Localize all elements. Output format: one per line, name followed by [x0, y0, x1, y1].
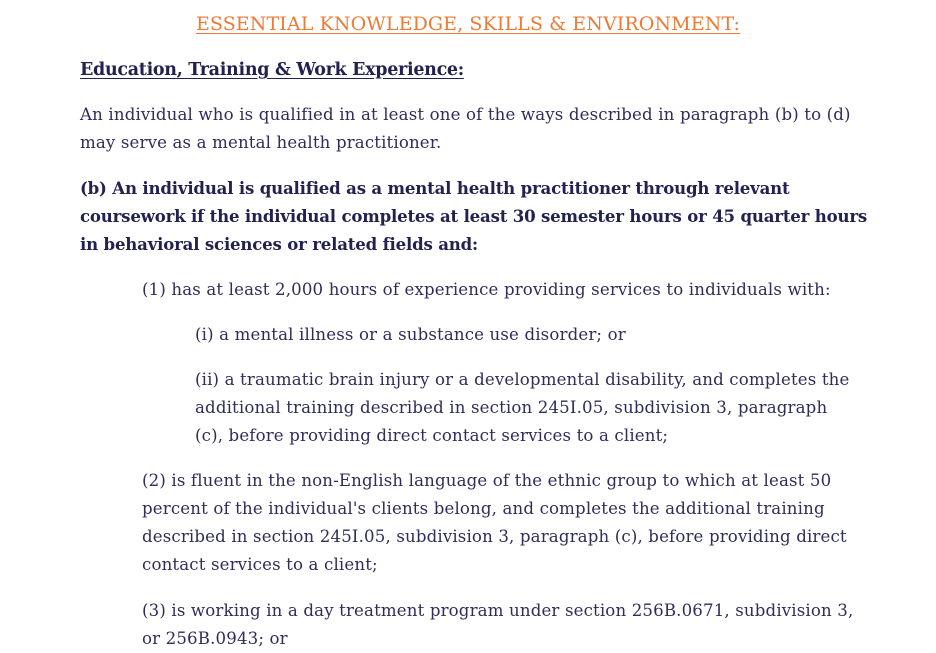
clause-b3: (3) is working in a day treatment program under section 256B.0671, subdivision 3, or 256B.0943; or	[142, 601, 854, 648]
clause-b1-i: (i) a mental illness or a substance use disorder; or	[195, 325, 626, 344]
clause-b2: (2) is fluent in the non-English language of the ethnic group to which at least 50 percent of the individual's clients belong, and completes the additional training described in section 245I.05, subdivision 3, paragraph (c), before providing direct contact services to a client;	[142, 471, 847, 574]
clause-b1-ii: (ii) a traumatic brain injury or a developmental disability, and completes the additional training described in section 245I.05, subdivision 3, paragraph (c), before providing direct contact services to a client;	[195, 370, 850, 445]
intro-paragraph: An individual who is qualified in at least one of the ways described in paragraph (b) to (d) may serve as a mental health practitioner.	[80, 105, 851, 152]
clause-b1: (1) has at least 2,000 hours of experience providing services to individuals with:	[142, 280, 831, 299]
section-heading: ESSENTIAL KNOWLEDGE, SKILLS & ENVIRONMENT:	[195, 13, 741, 35]
subheading: Education, Training & Work Experience:	[80, 60, 464, 80]
paragraph-b: (b) An individual is qualified as a mental health practitioner through relevant coursework if the individual completes at least 30 semester hours or 45 quarter hours in behavioral sciences or related fields and:	[80, 178, 868, 254]
